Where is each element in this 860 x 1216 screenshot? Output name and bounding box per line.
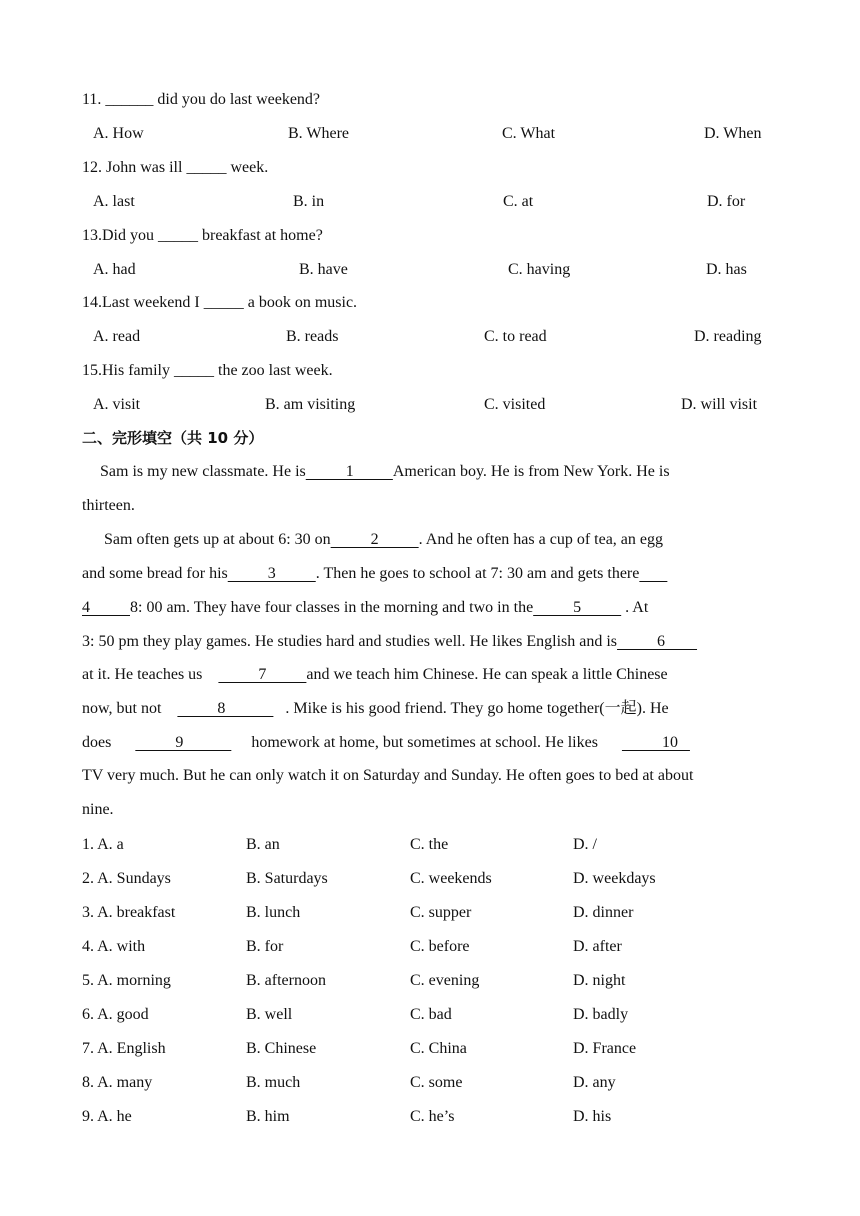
cloze-option-1-d: D. / bbox=[573, 836, 597, 853]
cloze-option-2-d: D. weekdays bbox=[573, 870, 656, 887]
blank-2: 2 bbox=[330, 531, 419, 548]
option-15-c: C. visited bbox=[484, 396, 546, 413]
cloze-option-1-b: B. an bbox=[246, 836, 280, 853]
option-12-c: C. at bbox=[503, 193, 534, 210]
option-14-c: C. to read bbox=[484, 328, 547, 345]
passage-text: and we teach him Chinese. He can speak a little Chinese bbox=[306, 666, 668, 683]
question-14: 14.Last weekend I _____ a book on music. bbox=[82, 294, 358, 311]
cloze-option-8-b: B. much bbox=[246, 1074, 301, 1091]
cloze-option-6-a: 6. A. good bbox=[82, 1006, 149, 1023]
blank-10: 10 bbox=[621, 734, 690, 751]
question-13: 13.Did you _____ breakfast at home? bbox=[82, 227, 323, 244]
cloze-option-3-b: B. lunch bbox=[246, 904, 301, 921]
passage-text: homework at home, but sometimes at school. He likes bbox=[251, 734, 598, 751]
cloze-option-5-c: C. evening bbox=[410, 972, 480, 989]
cloze-option-5-a: 5. A. morning bbox=[82, 972, 171, 989]
passage-line-4 bbox=[82, 564, 782, 584]
cloze-option-9-a: 9. A. he bbox=[82, 1108, 132, 1125]
cloze-option-3-d: D. dinner bbox=[573, 904, 634, 921]
cloze-option-4-b: B. for bbox=[246, 938, 284, 955]
cloze-option-2-b: B. Saturdays bbox=[246, 870, 328, 887]
passage-line-7 bbox=[82, 665, 782, 685]
passage-text: . And he often has a cup of tea, an egg bbox=[418, 531, 663, 548]
passage-line-6 bbox=[82, 632, 782, 652]
passage-text: . Mike is his good friend. They go home together(一起). He bbox=[285, 700, 669, 717]
option-12-d: D. for bbox=[707, 193, 746, 210]
passage-text: 3: 50 pm they play games. He studies hard and studies well. He likes English and is bbox=[82, 633, 618, 650]
cloze-option-5-b: B. afternoon bbox=[246, 972, 326, 989]
passage-text: Sam is my new classmate. He is bbox=[100, 463, 306, 480]
passage-text: . Then he goes to school at 7: 30 am and gets there bbox=[315, 565, 640, 582]
option-13-b: B. have bbox=[299, 261, 348, 278]
passage-text: now, but not bbox=[82, 700, 162, 717]
option-11-b: B. Where bbox=[288, 125, 350, 142]
blank-3: 3 bbox=[227, 565, 316, 582]
passage-line-5 bbox=[82, 598, 782, 618]
cloze-option-8-a: 8. A. many bbox=[82, 1074, 153, 1091]
question-15: 15.His family _____ the zoo last week. bbox=[82, 362, 333, 379]
option-14-b: B. reads bbox=[286, 328, 339, 345]
cloze-option-7-a: 7. A. English bbox=[82, 1040, 166, 1057]
option-15-d: D. will visit bbox=[681, 396, 758, 413]
passage-line-10: TV very much. But he can only watch it on Saturday and Sunday. He often goes to bed at about bbox=[82, 767, 694, 784]
cloze-option-9-b: B. him bbox=[246, 1108, 290, 1125]
cloze-option-9-d: D. his bbox=[573, 1108, 612, 1125]
cloze-option-7-c: C. China bbox=[410, 1040, 467, 1057]
passage-text: 8: 00 am. They have four classes in the morning and two in the bbox=[130, 599, 534, 616]
blank-6: 6 bbox=[617, 633, 698, 650]
option-15-b: B. am visiting bbox=[265, 396, 356, 413]
passage-text: . At bbox=[621, 599, 649, 616]
option-12-a: A. last bbox=[93, 193, 135, 210]
option-13-c: C. having bbox=[508, 261, 571, 278]
passage-line-8 bbox=[82, 699, 782, 719]
option-12-b: B. in bbox=[293, 193, 325, 210]
option-14-d: D. reading bbox=[694, 328, 762, 345]
passage-text: and some bread for his bbox=[82, 565, 228, 582]
cloze-option-4-c: C. before bbox=[410, 938, 470, 955]
cloze-option-2-a: 2. A. Sundays bbox=[82, 870, 171, 887]
cloze-option-4-a: 4. A. with bbox=[82, 938, 146, 955]
cloze-option-3-c: C. supper bbox=[410, 904, 472, 921]
cloze-option-3-a: 3. A. breakfast bbox=[82, 904, 176, 921]
cloze-option-1-a: 1. A. a bbox=[82, 836, 124, 853]
blank-9: 9 bbox=[135, 734, 232, 751]
cloze-option-8-d: D. any bbox=[573, 1074, 616, 1091]
question-12: 12. John was ill _____ week. bbox=[82, 159, 269, 176]
passage-text: at it. He teaches us bbox=[82, 666, 203, 683]
cloze-option-2-c: C. weekends bbox=[410, 870, 492, 887]
option-15-a: A. visit bbox=[93, 396, 141, 413]
cloze-option-6-b: B. well bbox=[246, 1006, 293, 1023]
passage-text: American boy. He is from New York. He is bbox=[392, 463, 670, 480]
cloze-option-5-d: D. night bbox=[573, 972, 626, 989]
cloze-option-6-c: C. bad bbox=[410, 1006, 452, 1023]
blank-7: 7 bbox=[218, 666, 307, 683]
passage-line-2: thirteen. bbox=[82, 497, 135, 514]
passage-line-3 bbox=[104, 530, 804, 550]
passage-text: Sam often gets up at about 6: 30 on bbox=[104, 531, 331, 548]
cloze-option-6-d: D. badly bbox=[573, 1006, 629, 1023]
cloze-option-8-c: C. some bbox=[410, 1074, 463, 1091]
cloze-option-7-b: B. Chinese bbox=[246, 1040, 317, 1057]
cloze-option-7-d: D. France bbox=[573, 1040, 637, 1057]
cloze-option-9-c: C. he’s bbox=[410, 1108, 455, 1125]
cloze-option-4-d: D. after bbox=[573, 938, 622, 955]
option-11-a: A. How bbox=[93, 125, 144, 142]
blank-1: 1 bbox=[305, 463, 393, 480]
option-11-c: C. What bbox=[502, 125, 556, 142]
option-11-d: D. When bbox=[704, 125, 762, 142]
option-13-d: D. has bbox=[706, 261, 747, 278]
option-13-a: A. had bbox=[93, 261, 136, 278]
blank-8: 8 bbox=[177, 700, 274, 717]
blank-4: 4 bbox=[82, 599, 130, 616]
question-11: 11. ______ did you do last weekend? bbox=[82, 91, 321, 108]
passage-line-9 bbox=[82, 733, 782, 753]
blank-4-start bbox=[639, 565, 667, 582]
option-14-a: A. read bbox=[93, 328, 141, 345]
passage-line-11: nine. bbox=[82, 801, 114, 818]
blank-5: 5 bbox=[533, 599, 622, 616]
passage-text: does bbox=[82, 734, 112, 751]
section-title: 二、完形填空（共 10 分） bbox=[82, 429, 264, 447]
passage-line-1 bbox=[100, 462, 800, 482]
cloze-option-1-c: C. the bbox=[410, 836, 449, 853]
